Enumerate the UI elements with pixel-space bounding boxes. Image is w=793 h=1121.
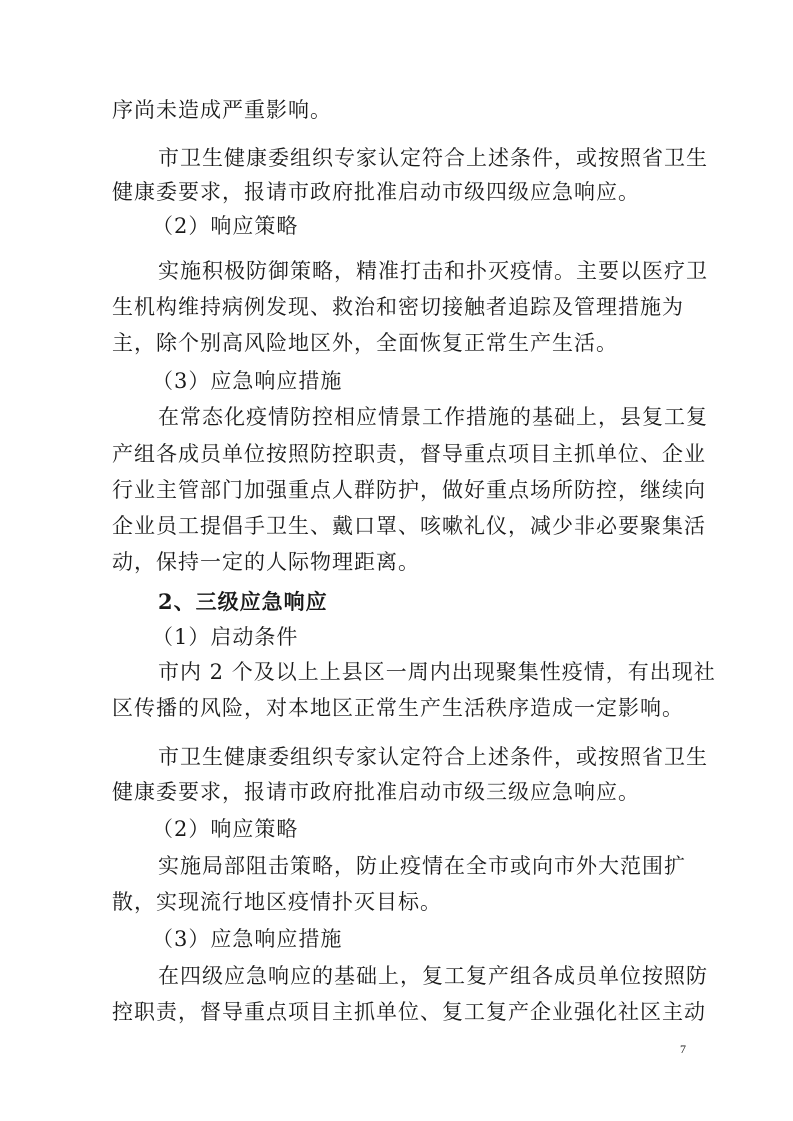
section-heading: （2）响应策略 bbox=[152, 817, 299, 841]
text-line: 健康委要求，报请市政府批准启动市级四级应急响应。 bbox=[112, 180, 640, 204]
text-line: 健康委要求，报请市政府批准启动市级三级应急响应。 bbox=[112, 780, 640, 804]
text-line: 在四级应急响应的基础上，复工复产组各成员单位按照防 bbox=[158, 964, 708, 988]
text-line: 控职责，督导重点项目主抓单位、复工复产企业强化社区主动 bbox=[112, 1000, 706, 1024]
text-line: 企业员工提倡手卫生、戴口罩、咳嗽礼仪，减少非必要聚集活 bbox=[112, 514, 706, 538]
section-heading: （2）响应策略 bbox=[152, 214, 299, 238]
text-line: 行业主管部门加强重点人群防护，做好重点场所防控，继续向 bbox=[112, 478, 706, 502]
section-heading: （3）应急响应措施 bbox=[152, 369, 343, 393]
text-line: 在常态化疫情防控相应情景工作措施的基础上，县复工复 bbox=[158, 405, 708, 429]
text-line: 区传播的风险，对本地区正常生产生活秩序造成一定影响。 bbox=[112, 696, 684, 720]
section-title: 2、三级应急响应 bbox=[158, 589, 328, 614]
text-line: 产组各成员单位按照防控职责，督导重点项目主抓单位、企业 bbox=[112, 442, 706, 466]
text-line: 主，除个别高风险地区外，全面恢复正常生产生活。 bbox=[112, 331, 618, 355]
text-line: 市卫生健康委组织专家认定符合上述条件，或按照省卫生 bbox=[158, 146, 708, 170]
text-line: 散，实现流行地区疫情扑灭目标。 bbox=[112, 890, 442, 914]
text-line: 序尚未造成严重影响。 bbox=[112, 98, 332, 122]
text-line: 实施积极防御策略，精准打击和扑灭疫情。主要以医疗卫 bbox=[158, 259, 708, 283]
text-line: 市内 2 个及以上上县区一周内出现聚集性疫情，有出现社 bbox=[158, 660, 716, 684]
section-heading: （1）启动条件 bbox=[152, 625, 299, 649]
page-number: 7 bbox=[680, 1042, 686, 1056]
text-line: 市卫生健康委组织专家认定符合上述条件，或按照省卫生 bbox=[158, 745, 708, 769]
section-heading: （3）应急响应措施 bbox=[152, 927, 343, 951]
text-line: 动，保持一定的人际物理距离。 bbox=[112, 550, 420, 574]
text-line: 实施局部阻击策略，防止疫情在全市或向市外大范围扩 bbox=[158, 854, 686, 878]
text-line: 生机构维持病例发现、救治和密切接触者追踪及管理措施为 bbox=[112, 295, 684, 319]
